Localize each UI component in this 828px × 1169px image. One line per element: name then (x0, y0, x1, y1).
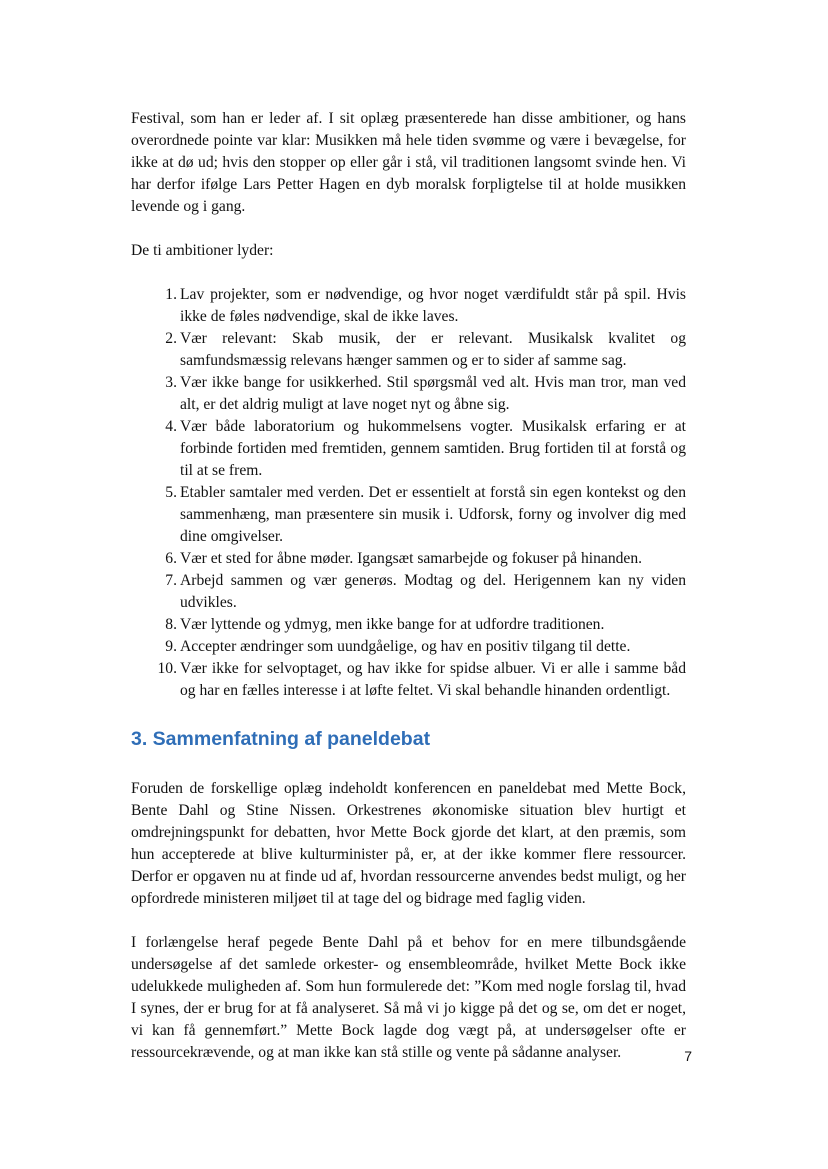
page-number: 7 (684, 1048, 692, 1064)
ambitions-list (131, 284, 686, 702)
list-item: 6. Vær et sted for åbne møder. Igangsæt samarbejde og fokuser på hinanden. (165, 550, 643, 567)
section-heading: 3. Sammenfatning af paneldebat (131, 728, 431, 750)
debate-paragraph-2: I forlængelse heraf pegede Bente Dahl på et behov for en mere tilbundsgående undersøgelse af det samlede orkester- og ensembleområde, hvilket Mette Bock ikke udelukkede muligheden af. Som hun formulerede det: ”Kom med nogle forslag til, hvad I synes, der er brug for at få analyseret. Så må vi jo kigge på det og se, om det er noget, vi kan få gennemført.” Mette Bock lagde dog vægt på, at undersøgelser ofte er ressourcekrævende, og at man ikke kan stå stille og vente på sådanne analyser. (131, 934, 686, 1061)
intro-paragraph: Festival, som han er leder af. I sit oplæg præsenterede han disse ambitioner, og hans overordnede pointe var klar: Musikken må hele tiden svømme og være i bevægelse, for ikke at dø ud; hvis den stopper op eller går i stå, vil traditionen langsomt svinde hen. Vi har derfor ifølge Lars Petter Hagen en dyb moralsk forpligtelse til at holde musikken levende og i gang. (131, 110, 686, 215)
list-item: 5. Etabler samtaler med verden. Det er essentielt at forstå sin egen kontekst og den sammenhæng, man præsentere sin musik i. Udforsk, forny og involver dig med dine omgivelser. (165, 484, 686, 545)
list-item: 8. Vær lyttende og ydmyg, men ikke bange for at udfordre traditionen. (165, 616, 605, 633)
list-item: 3. Vær ikke bange for usikkerhed. Stil spørgsmål ved alt. Hvis man tror, man ved alt, er det aldrig muligt at lave noget nyt og åbne sig. (165, 374, 686, 413)
list-item: 2. Vær relevant: Skab musik, der er relevant. Musikalsk kvalitet og samfundsmæssig relevans hænger sammen og er to sider af samme sag. (165, 330, 686, 369)
list-item: 1. Lav projekter, som er nødvendige, og hvor noget værdifuldt står på spil. Hvis ikke de føles nødvendige, skal de ikke laves. (165, 286, 686, 325)
list-item: 10. Vær ikke for selvoptaget, og hav ikke for spidse albuer. Vi er alle i samme båd og har en fælles interesse i at løfte feltet. Vi skal behandle hinanden ordentligt. (157, 660, 686, 699)
list-intro: De ti ambitioner lyder: (131, 242, 274, 259)
list-item: 9. Accepter ændringer som uundgåelige, og hav en positiv tilgang til dette. (165, 638, 631, 655)
debate-paragraph-1: Foruden de forskellige oplæg indeholdt konferencen en paneldebat med Mette Bock, Bente Dahl og Stine Nissen. Orkestrenes økonomiske situation blev hurtigt et omdrejningspunkt for debatten, hvor Mette Bock gjorde det klart, at den præmis, som hun accepterede at blive kulturminister på, er, at der ikke kommer flere ressourcer. Derfor er opgaven nu at finde ud af, hvordan ressourcerne anvendes bedst muligt, og her opfordrede ministeren miljøet til at tage del og bidrage med faglig viden. (131, 780, 686, 907)
page-content (131, 108, 686, 1064)
list-item: 7. Arbejd sammen og vær generøs. Modtag og del. Herigennem kan ny viden udvikles. (165, 572, 686, 611)
list-item: 4. Vær både laboratorium og hukommelsens vogter. Musikalsk erfaring er at forbinde fortiden med fremtiden, gennem samtiden. Brug fortiden til at forstå og til at se frem. (165, 418, 686, 479)
